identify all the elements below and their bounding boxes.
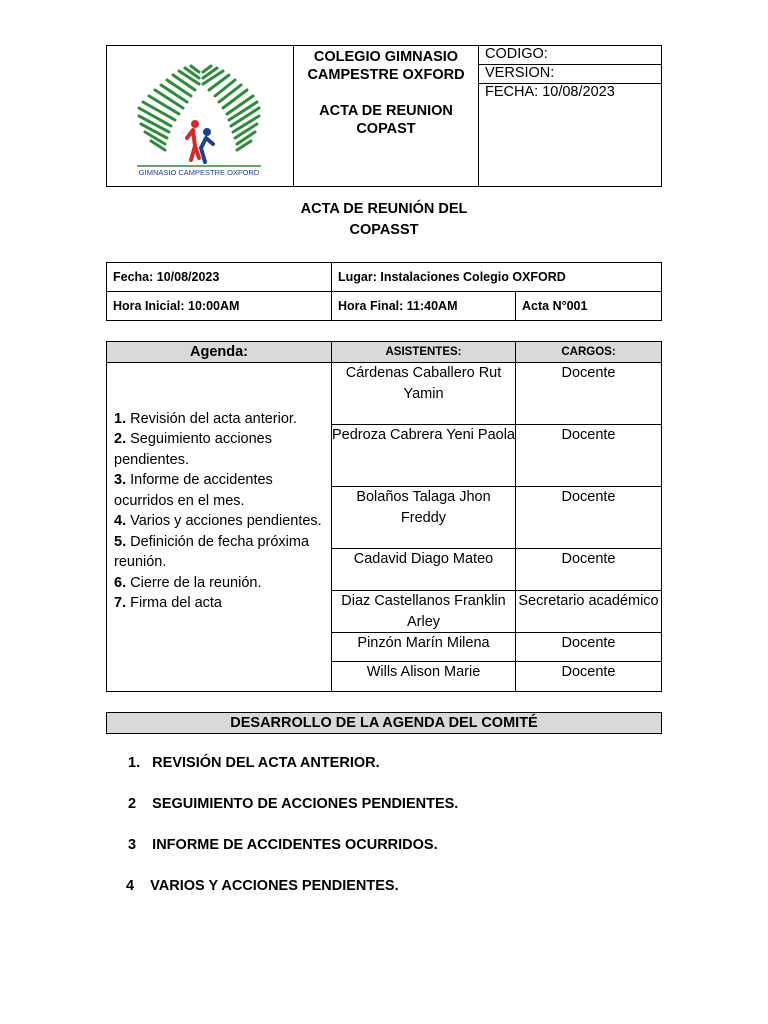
start-time: Hora Inicial: 10:00AM: [107, 292, 332, 321]
document-title: [106, 199, 662, 241]
agenda-item: 3. Informe de accidentes ocurridos en el mes.: [114, 472, 273, 509]
doc-meta-cell: [479, 46, 662, 187]
agenda-items: [107, 363, 332, 692]
title-line2: COPASST: [349, 222, 419, 238]
agenda-item: 5. Definición de fecha próxima reunión.: [114, 533, 310, 570]
attendee-name: Pinzón Marín Milena: [332, 633, 516, 662]
section-heading: 2 SEGUIMIENTO DE ACCIONES PENDIENTES.: [128, 796, 459, 812]
section-heading: 4 VARIOS Y ACCIONES PENDIENTES.: [126, 878, 399, 894]
acta-number: Acta N°001: [516, 292, 662, 321]
logo-caption: GIMNASIO CAMPESTRE OXFORD: [138, 168, 260, 177]
attendee-name: Cárdenas Caballero Rut Yamin: [332, 363, 516, 425]
development-heading: DESARROLLO DE LA AGENDA DEL COMITÉ: [106, 712, 662, 734]
agenda-item: 2. Seguimiento acciones pendientes.: [114, 431, 272, 468]
attendee-role: Docente: [516, 549, 662, 591]
meeting-info-table: [106, 262, 662, 321]
attendee-role: Docente: [516, 487, 662, 549]
attendee-role: Docente: [516, 425, 662, 487]
agenda-header: Agenda:: [107, 342, 332, 363]
attendee-role: Docente: [516, 363, 662, 425]
attendees-header: ASISTENTES:: [332, 342, 516, 363]
agenda-item: 6. Cierre de la reunión.: [114, 574, 262, 591]
attendee-name: Pedroza Cabrera Yeni Paola: [332, 425, 516, 487]
title-line1: ACTA DE REUNIÓN DEL: [300, 201, 468, 217]
meeting-place: Lugar: Instalaciones Colegio OXFORD: [332, 263, 662, 292]
school-name-line1: COLEGIO GIMNASIO: [313, 49, 459, 65]
attendee-role: Docente: [516, 633, 662, 662]
fecha-field: FECHA: 10/08/2023: [485, 84, 615, 100]
attendee-role: Docente: [516, 662, 662, 692]
attendee-name: Cadavid Diago Mateo: [332, 549, 516, 591]
agenda-item: 7. Firma del acta: [114, 595, 222, 611]
doc-title-line2: COPAST: [356, 121, 416, 137]
section-heading: 1. REVISIÓN DEL ACTA ANTERIOR.: [128, 755, 380, 771]
attendee-name: Wills Alison Marie: [332, 662, 516, 692]
attendee-name: Bolaños Talaga Jhon Freddy: [332, 487, 516, 549]
roles-header: CARGOS:: [516, 342, 662, 363]
school-logo: [107, 46, 293, 181]
attendee-name: Diaz Castellanos Franklin Arley: [332, 591, 516, 633]
school-name-line2: CAMPESTRE OXFORD: [307, 67, 465, 83]
end-time: Hora Final: 11:40AM: [332, 292, 516, 321]
document-header: [106, 45, 662, 187]
doc-title-line1: ACTA DE REUNION: [319, 103, 453, 119]
version-field: VERSION:: [479, 65, 661, 84]
agenda-item: 4. Varios y acciones pendientes.: [114, 513, 322, 529]
section-heading: 3 INFORME DE ACCIDENTES OCURRIDOS.: [128, 837, 438, 853]
agenda-item: 1. Revisión del acta anterior.: [114, 410, 297, 427]
agenda-table: [106, 341, 662, 692]
school-name-cell: [294, 46, 479, 187]
codigo-field: CODIGO:: [479, 46, 661, 65]
logo-cell: [107, 46, 294, 187]
attendee-role: Secretario académico: [516, 591, 662, 633]
meeting-date: Fecha: 10/08/2023: [107, 263, 332, 292]
